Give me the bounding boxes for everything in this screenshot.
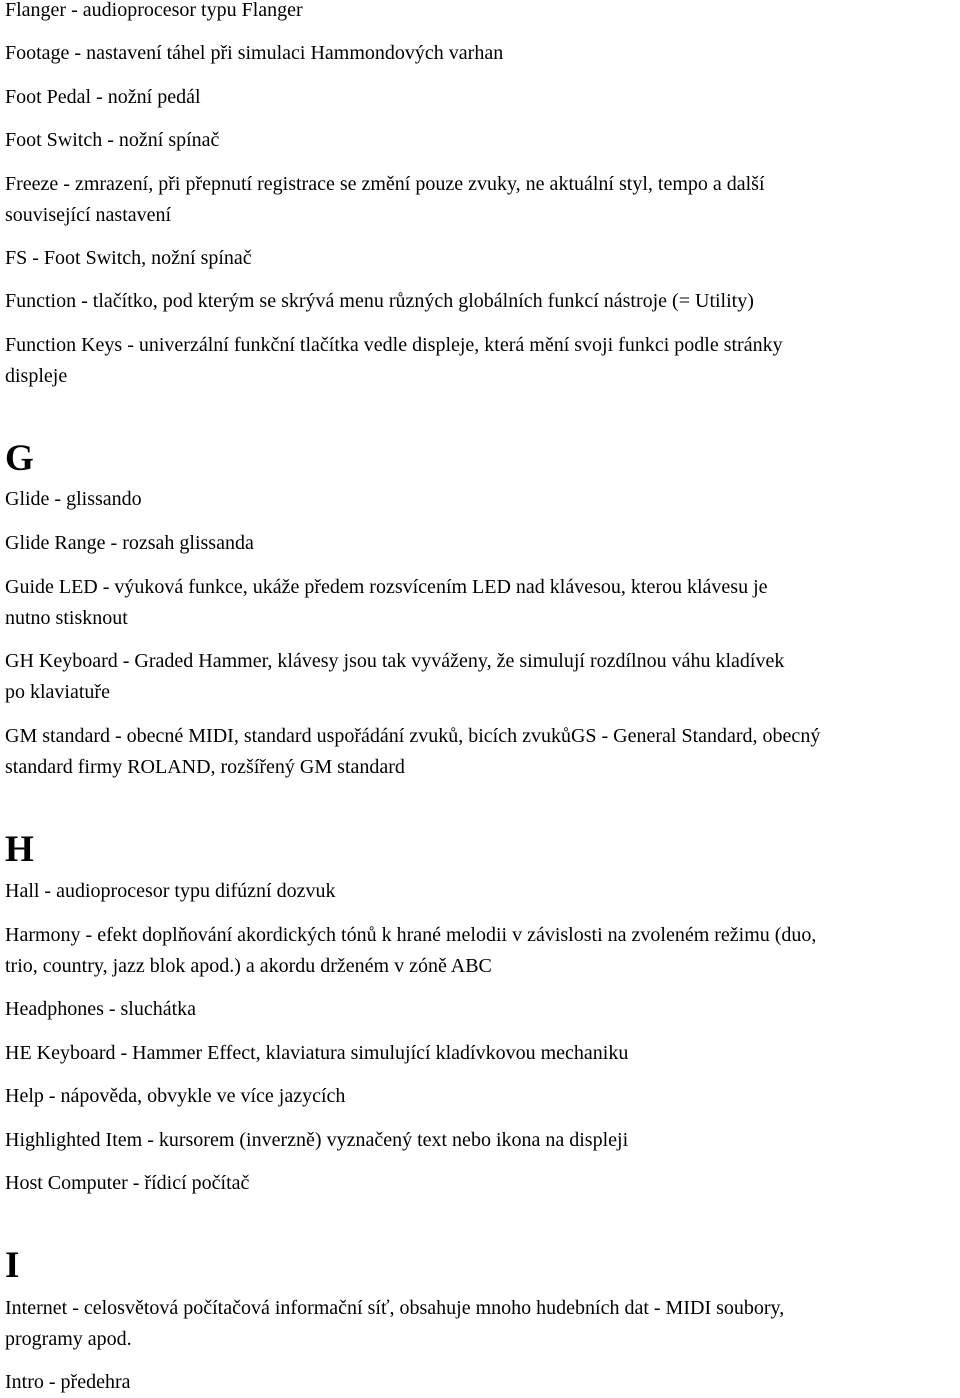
glossary-entry-foot-pedal <box>5 82 960 113</box>
glossary-entry-footage <box>5 38 960 69</box>
entry-text: Guide LED - výuková funkce, ukáže předem rozsvícením LED nad klávesou, kterou klávesu je <box>5 576 768 598</box>
glossary-entry-harmony <box>5 920 960 981</box>
entry-text: Internet - celosvětová počítačová informační síť, obsahuje mnoho hudebních dat - MIDI soubory, <box>5 1297 785 1319</box>
glossary-entry-help <box>5 1081 960 1112</box>
entry-text-continued: displeje <box>5 364 68 387</box>
entry-text: Function Keys - univerzální funkční tlačítka vedle displeje, která mění svoji funkci podle stránky <box>5 334 783 356</box>
entry-text-continued: po klaviatuře <box>5 680 110 703</box>
glossary-entry-host-computer <box>5 1168 960 1199</box>
entry-text-continued: standard firmy ROLAND, rozšířený GM standard <box>5 755 405 778</box>
entry-text: Flanger - audioprocesor typu Flanger <box>5 0 303 21</box>
glossary-entry-hall <box>5 876 960 907</box>
glossary-entry-headphones <box>5 994 960 1025</box>
glossary-entry-fs <box>5 243 960 274</box>
entry-text: GH Keyboard - Graded Hammer, klávesy jsou tak vyváženy, že simulují rozdílnou váhu kladívek <box>5 650 785 672</box>
entry-text-continued: nutno stisknout <box>5 606 128 629</box>
glossary-entry-foot-switch <box>5 125 960 156</box>
entry-text: HE Keyboard - Hammer Effect, klaviatura simulující kladívkovou mechaniku <box>5 1042 629 1064</box>
entry-text-continued: trio, country, jazz blok apod.) a akordu drženém v zóně ABC <box>5 954 492 977</box>
entry-text: Highlighted Item - kursorem (inverzně) vyznačený text nebo ikona na displeji <box>5 1129 629 1151</box>
entry-text: Foot Switch - nožní spínač <box>5 129 220 151</box>
entry-text: Hall - audioprocesor typu difúzní dozvuk <box>5 880 336 902</box>
entry-text: Harmony - efekt doplňování akordických tónů k hrané melodii v závislosti na zvoleném režimu (duo, <box>5 924 817 946</box>
glossary-entry-internet <box>5 1293 960 1354</box>
entry-text: Function - tlačítko, pod kterým se skrývá menu různých globálních funkcí nástroje (= Utility) <box>5 290 754 312</box>
glossary-entry-function <box>5 286 960 317</box>
section-heading-h: H <box>5 829 34 870</box>
glossary-entry-glide-range <box>5 528 960 559</box>
entry-text: GM standard - obecné MIDI, standard uspořádání zvuků, bicích zvukůGS - General Standard, obecný <box>5 725 821 747</box>
entry-text: Footage - nastavení táhel při simulaci Hammondových varhan <box>5 42 504 64</box>
entry-text: Freeze - zmrazení, při přepnutí registrace se změní pouze zvuky, ne aktuální styl, tempo a další <box>5 173 765 195</box>
entry-text: Intro - předehra <box>5 1371 131 1393</box>
entry-text: Glide - glissando <box>5 488 142 510</box>
entry-text: Help - nápověda, obvykle ve více jazycích <box>5 1085 346 1107</box>
entry-text: Glide Range - rozsah glissanda <box>5 532 254 554</box>
glossary-entry-gh-keyboard <box>5 646 960 707</box>
glossary-entry-freeze <box>5 169 960 230</box>
glossary-entry-gm-standard <box>5 721 960 782</box>
entry-text-continued: související nastavení <box>5 203 172 226</box>
section-heading-i: I <box>5 1245 20 1286</box>
glossary-entry-he-keyboard <box>5 1038 960 1069</box>
entry-text-continued: programy apod. <box>5 1327 132 1350</box>
glossary-entry-intro <box>5 1367 960 1398</box>
entry-text: Host Computer - řídicí počítač <box>5 1172 250 1194</box>
entry-text: Headphones - sluchátka <box>5 998 197 1020</box>
glossary-entry-glide <box>5 484 960 515</box>
glossary-entry-highlighted-item <box>5 1125 960 1156</box>
glossary-entry-guide-led <box>5 572 960 633</box>
section-heading-g: G <box>5 438 34 479</box>
entry-text: Foot Pedal - nožní pedál <box>5 86 201 108</box>
glossary-entry-flanger <box>5 0 960 26</box>
glossary-entry-function-keys <box>5 330 960 391</box>
entry-text: FS - Foot Switch, nožní spínač <box>5 247 252 269</box>
